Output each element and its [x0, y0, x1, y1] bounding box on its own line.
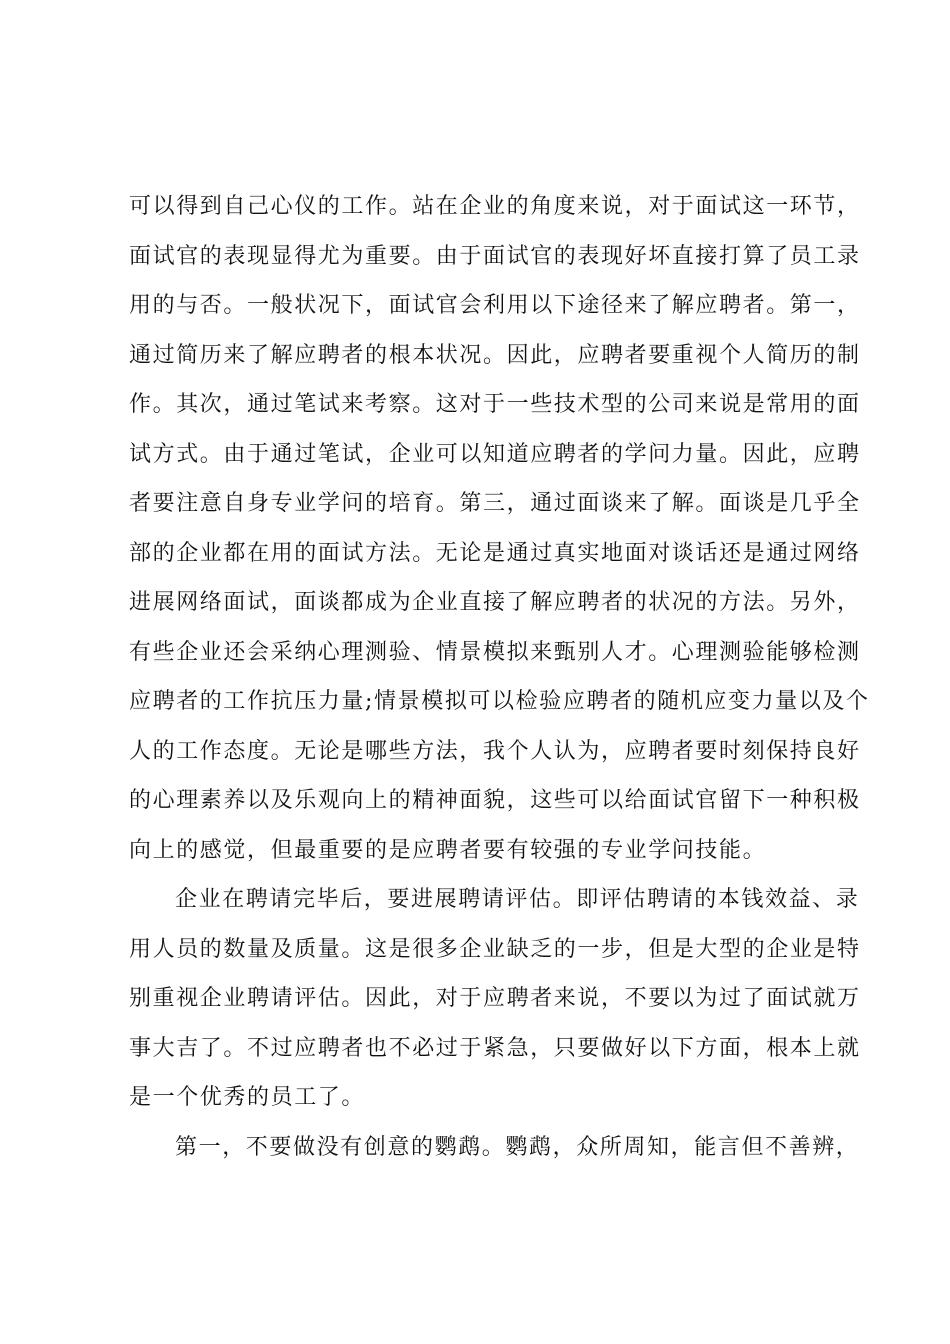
paragraph-1-line: 面试官的表现显得尤为重要。由于面试官的表现好坏直接打算了员工录 — [129, 243, 861, 269]
document-body — [129, 182, 870, 1172]
paragraph-3-first-line: 第一，不要做没有创意的鹦鹉。鹦鹉，众所周知，能言但不善辨， — [175, 1134, 860, 1160]
paragraph-1-line: 的心理素养以及乐观向上的精神面貌，这些可以给面试官留下一种积极 — [129, 788, 861, 813]
paragraph-2-line: 别重视企业聘请评估。因此，对于应聘者来说，不要以为过了面试就万 — [129, 986, 861, 1011]
paragraph-2-first-line: 企业在聘请完毕后，要进展聘请评估。即评估聘请的本钱效益、录 — [175, 887, 860, 912]
paragraph-1-line: 部的企业都在用的面试方法。无论是通过真实地面对谈话还是通过网络 — [129, 540, 861, 566]
paragraph-1-line: 通过简历来了解应聘者的根本状况。因此，应聘者要重视个人简历的制 — [129, 342, 861, 368]
paragraph-2-line: 用人员的数量及质量。这是很多企业缺乏的一步，但是大型的企业是特 — [129, 936, 861, 962]
paragraph-1-line: 人的工作态度。无论是哪些方法，我个人认为，应聘者要时刻保持良好 — [129, 738, 861, 764]
paragraph-1-line: 应聘者的工作抗压力量;情景模拟可以检验应聘者的随机应变力量以及个 — [129, 689, 870, 714]
paragraph-2-line: 事大吉了。不过应聘者也不必过于紧急，只要做好以下方面，根本上就 — [129, 1035, 861, 1061]
paragraph-1-line: 试方式。由于通过笔试，企业可以知道应聘者的学问力量。因此，应聘 — [129, 441, 861, 467]
paragraph-1-line: 用的与否。一般状况下，面试官会利用以下途径来了解应聘者。第一， — [129, 293, 861, 318]
paragraph-1-line: 者要注意自身专业学问的培育。第三，通过面谈来了解。面谈是几乎全 — [129, 491, 861, 516]
paragraph-1-line: 作。其次，通过笔试来考察。这对于一些技术型的公司来说是常用的面 — [129, 392, 861, 417]
paragraph-1-line: 可以得到自己心仪的工作。站在企业的角度来说，对于面试这一环节， — [129, 194, 861, 219]
paragraph-1-line: 进展网络面试，面谈都成为企业直接了解应聘者的状况的方法。另外， — [129, 590, 861, 615]
paragraph-1-line: 有些企业还会采纳心理测验、情景模拟来甄别人才。心理测验能够检测 — [129, 639, 861, 665]
paragraph-2-line: 是一个优秀的员工了。 — [129, 1085, 366, 1110]
paragraph-1-line: 向上的感觉，但最重要的是应聘者要有较强的专业学问技能。 — [129, 837, 767, 863]
